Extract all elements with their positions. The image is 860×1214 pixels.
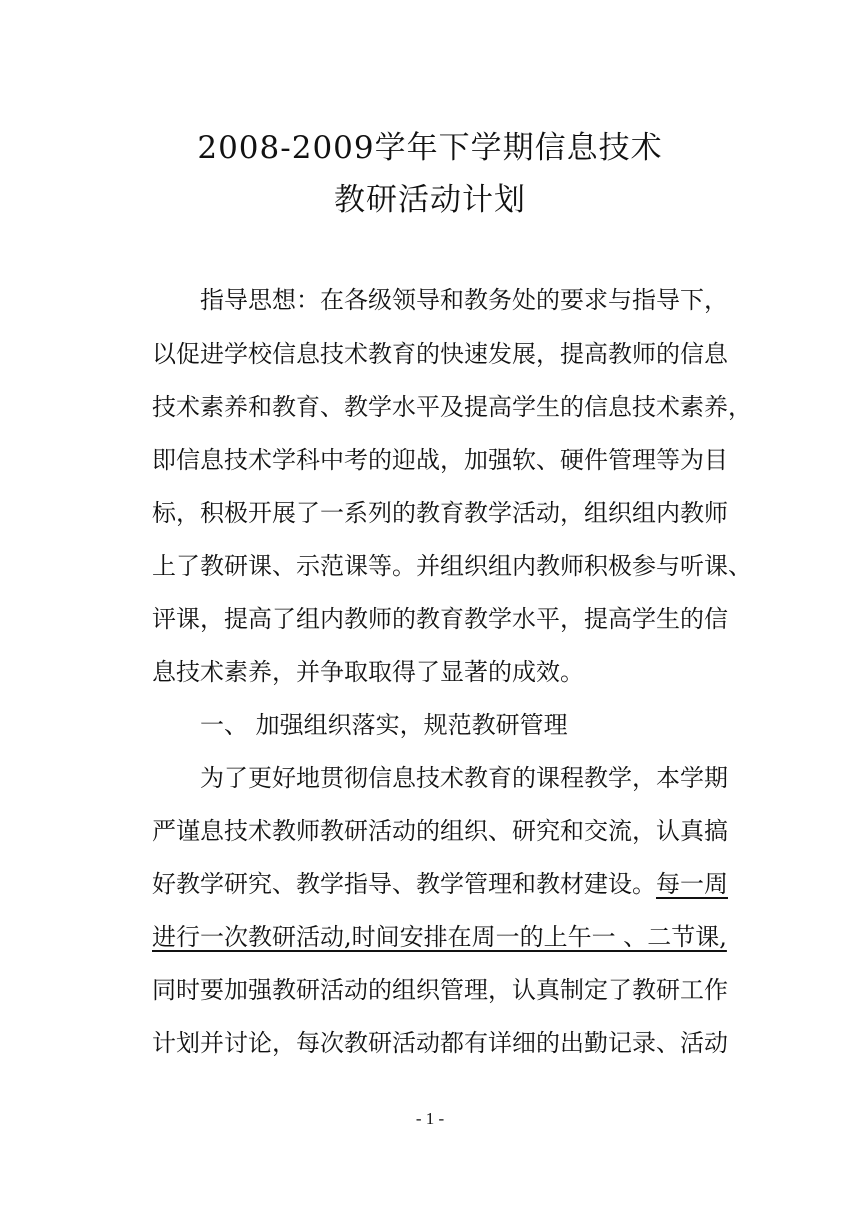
paragraph-1-line-2: 以促进学校信息技术教育的快速发展，提高教师的信息 bbox=[152, 340, 728, 368]
paragraph-2-line-5: 同时要加强教研活动的组织管理，认真制定了教研工作 bbox=[152, 976, 728, 1004]
paragraph-1-line-7: 评课，提高了组内教师的教育教学水平，提高学生的信 bbox=[152, 605, 728, 633]
paragraph-2-line-3 bbox=[152, 868, 728, 900]
paragraph-1-line-4: 即信息技术学科中考的迎战，加强软、硬件管理等为目 bbox=[152, 446, 728, 474]
document-title-line-2: 教研活动计划 bbox=[334, 182, 526, 218]
paragraph-2-line-2: 严谨息技术教师教研活动的组织、研究和交流，认真搞 bbox=[152, 817, 728, 845]
paragraph-1-line-1: 指导思想：在各级领导和教务处的要求与指导下， bbox=[200, 286, 728, 314]
paragraph-1-line-3: 技术素养和教育、教学水平及提高学生的信息技术素养， bbox=[152, 393, 752, 421]
page-number: - 1 - bbox=[415, 1109, 445, 1128]
paragraph-2-line-1: 为了更好地贯彻信息技术教育的课程教学，本学期 bbox=[200, 764, 728, 792]
document-title-line-1: 2008-2009学年下学期信息技术 bbox=[197, 130, 663, 166]
paragraph-1-line-8: 息技术素养，并争取取得了显著的成效。 bbox=[152, 658, 584, 686]
paragraph-2-line-6: 计划并讨论，每次教研活动都有详细的出勤记录、活动 bbox=[152, 1029, 728, 1057]
paragraph-2-underlined-text-end: 进行一次教研活动,时间安排在周一的上午一 、二节课, bbox=[152, 923, 727, 951]
paragraph-1-line-6: 上了教研课、示范课等。并组织组内教师积极参与听课、 bbox=[152, 552, 752, 580]
paragraph-2-line-3-text: 好教学研究、教学指导、教学管理和教材建设。 bbox=[152, 870, 656, 898]
paragraph-2-underlined-text-start: 每一周 bbox=[656, 870, 728, 898]
paragraph-2-line-4 bbox=[152, 921, 727, 953]
section-1-heading: 一、 加强组织落实，规范教研管理 bbox=[200, 711, 568, 739]
paragraph-1-line-5: 标，积极开展了一系列的教育教学活动，组织组内教师 bbox=[152, 499, 728, 527]
